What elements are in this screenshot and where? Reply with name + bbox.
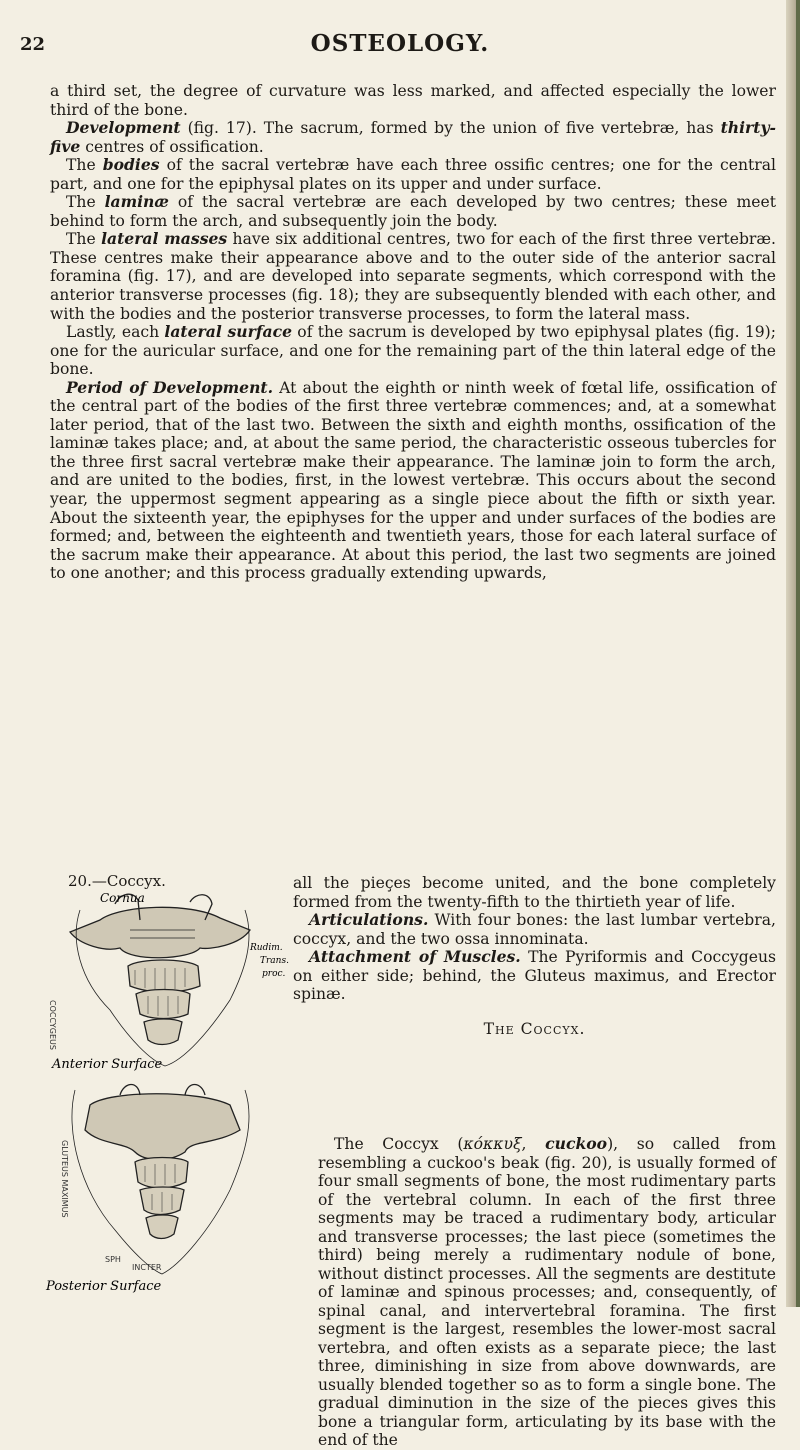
run-in-heading: Period of Development. <box>66 377 274 397</box>
posterior-view <box>72 1084 249 1274</box>
running-header: OSTEOLOGY. <box>310 30 490 57</box>
paragraph-laminae <box>50 193 776 230</box>
section-title: The Coccyx. <box>483 1019 586 1038</box>
text-run: With four bones: the last lumbar vertebra, coccyx, and the two ossa innominata. <box>293 911 776 948</box>
text-run: , <box>521 1135 546 1153</box>
page-edge-shadow <box>796 0 800 1307</box>
label-rudim: Rudim. <box>250 943 283 953</box>
text-run: Lastly, each <box>66 323 165 342</box>
text-run: The <box>66 193 105 212</box>
anterior-view <box>70 894 250 1066</box>
coccyx-text <box>318 1135 776 1450</box>
coccyx-illustration <box>40 890 295 1310</box>
label-posterior-surface: Posterior Surface <box>46 1279 162 1294</box>
label-cornua: Cornua <box>100 891 145 905</box>
text-run: The <box>66 156 103 175</box>
label-sphincter-left: SPH <box>105 1255 121 1264</box>
run-in-heading: lateral surface <box>164 322 293 342</box>
paragraph-bodies <box>50 156 776 193</box>
label-proc: proc. <box>262 969 286 979</box>
right-column-text <box>293 874 776 1044</box>
main-text <box>50 82 776 583</box>
text-run: of the sacral vertebræ are each developed by two centres; these meet behind to form the arch, and subsequently join the body. <box>50 193 776 230</box>
label-gluteus: GLUTEUS MAXIMUS <box>60 1140 69 1218</box>
label-sphincter-right: INCTER <box>132 1263 162 1272</box>
paragraph: all the pieçes become united, and the bone completely formed from the twenty-fifth to the thirtieth year of life. <box>293 874 776 911</box>
paragraph-muscles <box>293 948 776 1004</box>
text-run: (fig. 17). The sacrum, formed by the union of five vertebræ, has <box>180 119 721 138</box>
paragraph-period <box>50 379 776 583</box>
run-in-heading: Development <box>66 118 181 138</box>
run-in-heading: lateral masses <box>101 229 228 249</box>
paragraph-articulations <box>293 911 776 948</box>
run-in-heading: bodies <box>102 155 160 175</box>
text-run: ), so called from resembling a cuckoo's beak (fig. 20), is usually formed of four small segments of bone, the most rudimentary parts of the vertebral column. In each of the first three segments may be traced a rudimentary body, articular and transverse processes; the last piece (sometimes the third) being merely a rudimentary nodule of bone, without distinct processes. All the segments are destitute of laminæ and spinous processes; and, consequently, of spinal canal, and intervertebral foramina. The first segment is the largest, resembles the lower-most sacral vertebra, and often exists as a separate piece; the last three, diminishing in size from above downwards, are usually blended together so as to form a single bone. The gradual diminution in the size of the pieces gives this bone a triangular form, articulating by its base with the end of the <box>318 1135 777 1449</box>
figure-caption: 20.—Coccyx. <box>68 872 166 890</box>
label-trans: Trans. <box>260 956 289 966</box>
run-in-heading: laminæ <box>104 192 169 212</box>
paragraph: a third set, the degree of curvature was less marked, and affected especially the lower third of the bone. <box>50 82 776 119</box>
text-run: of the sacrum is developed by two epiphysal plates (fig. 19); one for the auricular surface, and one for the remaining part of the thin lateral edge of the bone. <box>50 323 776 379</box>
label-anterior-surface: Anterior Surface <box>52 1057 163 1072</box>
label-coccygeus: COCCYGEUS <box>48 1000 57 1050</box>
text-run: The <box>66 230 102 249</box>
run-in-heading: Articulations. <box>309 910 429 929</box>
paragraph-lateral-masses <box>50 230 776 323</box>
emphasis: thirty-five <box>50 118 776 156</box>
text-run: The Pyriformis and Coccygeus on either side; behind, the Gluteus maximus, and Erector spinæ. <box>293 948 776 1003</box>
text-run: At about the eighth or ninth week of fœtal life, ossification of the central part of the bodies of the first three vertebræ commences; and, at a somewhat later period, that of the last two. Between the sixth and eighth months, ossification of the laminæ takes place; and, at about the same period, the characteristic osseous tubercles for the three first sacral vertebræ make their appearance. The laminæ join to form the arch, and are united to the bodies, first, in the lowest vertebræ. This occurs about the second year, the uppermost segment appearing as a single piece about the fifth or sixth year. About the sixteenth year, the epiphyses for the upper and under surfaces of the bodies are formed; and, between the eighteenth and twentieth years, those for each lateral surface of the sacrum make their appearance. At about this period, the last two segments are joined to one another; and this process gradually extending upwards, <box>50 378 776 583</box>
paragraph-lateral-surface <box>50 323 776 379</box>
paragraph-development <box>50 119 776 156</box>
emphasis: cuckoo <box>545 1134 608 1153</box>
text-run: have six additional centres, two for each of the first three vertebræ. These centres make their appearance above and to the outer side of the anterior sacral foramina (fig. 17), and are developed into separate segments, which correspond with the anterior transverse processes (fig. 18); they are subsequently blended with each other, and with the bodies and the posterior transverse processes, to form the lateral mass. <box>50 230 776 323</box>
text-run: The Coccyx ( <box>334 1135 464 1153</box>
page-number: 22 <box>20 34 46 55</box>
text-run: centres of ossification. <box>80 137 264 156</box>
text-run: of the sacral vertebræ have each three ossific centres; one for the central part, and one for the epiphysal plates on its upper and under surface. <box>50 156 776 193</box>
paragraph-coccyx <box>318 1135 776 1450</box>
greek-term: κόκκυξ <box>463 1135 522 1153</box>
run-in-heading: Attachment of Muscles. <box>309 947 521 966</box>
